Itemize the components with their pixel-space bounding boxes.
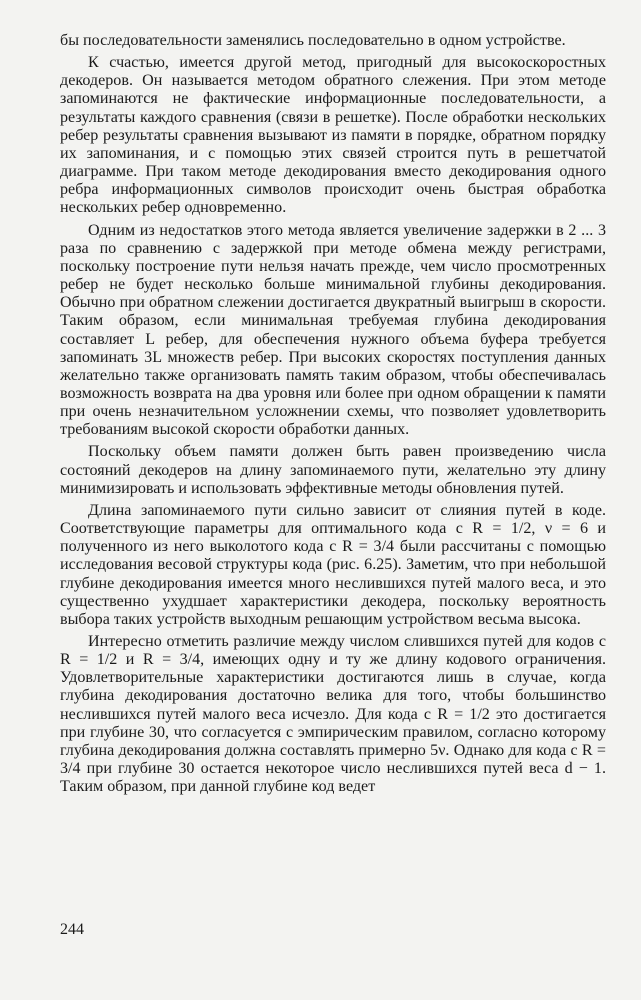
- paragraph-1: бы последовательности заменялись последовательно в одном устройстве.: [60, 32, 566, 49]
- page-number: 244: [60, 921, 84, 938]
- paragraph-6: Интересно отметить различие между числом слившихся путей для кодов с R = 1/2 и R = 3/4, имеющих одну и ту же длину кодового ограничения. Удовлетворительные характеристики достигаются лишь в случае, когда глубина декодирования достаточно велика для того, чтобы большинство неслившихся путей малого веса исчезло. Для кода с R = 1/2 это достигается при глубине 30, что согласуется с эмпирическим правилом, согласно которому глубина декодирования должна составлять примерно 5ν. Однако для кода с R = 3/4 при глубине 30 остается некоторое число неслившихся путей веса d − 1. Таким образом, при данной глубине код ведет: [60, 633, 606, 796]
- paragraph-5: Длина запоминаемого пути сильно зависит от слияния путей в коде. Соответствующие параметры для оптимального кода с R = 1/2, ν = 6 и полученного из него выколотого кода с R = 3/4 были рассчитаны с помощью исследования весовой структуры кода (рис. 6.25). Заметим, что при небольшой глубине декодирования имеется много неслившихся путей малого веса, и это существенно ухудшает характеристики декодера, поскольку вероятность выбора таких устройств выходным решающим устройством весьма высока.: [60, 501, 606, 628]
- document-page: [60, 32, 606, 800]
- paragraph-4: Поскольку объем памяти должен быть равен произведению числа состояний декодеров на длину запоминаемого пути, желательно эту длину минимизировать и использовать эффективные методы обновления путей.: [60, 443, 606, 497]
- paragraph-2: К счастью, имеется другой метод, пригодный для высокоскоростных декодеров. Он называется методом обратного слежения. При этом методе запоминаются не фактические информационные последовательности, а результаты каждого сравнения (связи в решетке). После обработки нескольких ребер результаты сравнения вызывают из памяти в порядке, обратном порядку их запоминания, и с помощью этих связей строится путь в решетчатой диаграмме. При таком методе декодирования вместо декодирования одного ребра информационных символов происходит очень быстрая обработка нескольких ребер одновременно.: [60, 54, 606, 217]
- paragraph-3: Одним из недостатков этого метода является увеличение задержки в 2 ... 3 раза по сравнению с задержкой при методе обмена между регистрами, поскольку построение пути нельзя начать прежде, чем число просмотренных ребер не будет несколько больше минимальной глубины декодирования. Обычно при обратном слежении достигается двукратный выигрыш в скорости. Таким образом, если минимальная требуемая глубина декодирования составляет L ребер, для обеспечения нужного объема буфера требуется запоминать 3L множеств ребер. При высоких скоростях поступления данных желательно также организовать память таким образом, чтобы обеспечивалась возможность возврата на два уровня или более при одном обращении к памяти при очень незначительном усложнении схемы, что позволяет удовлетворить требованиям высокой скорости обработки данных.: [60, 221, 606, 439]
